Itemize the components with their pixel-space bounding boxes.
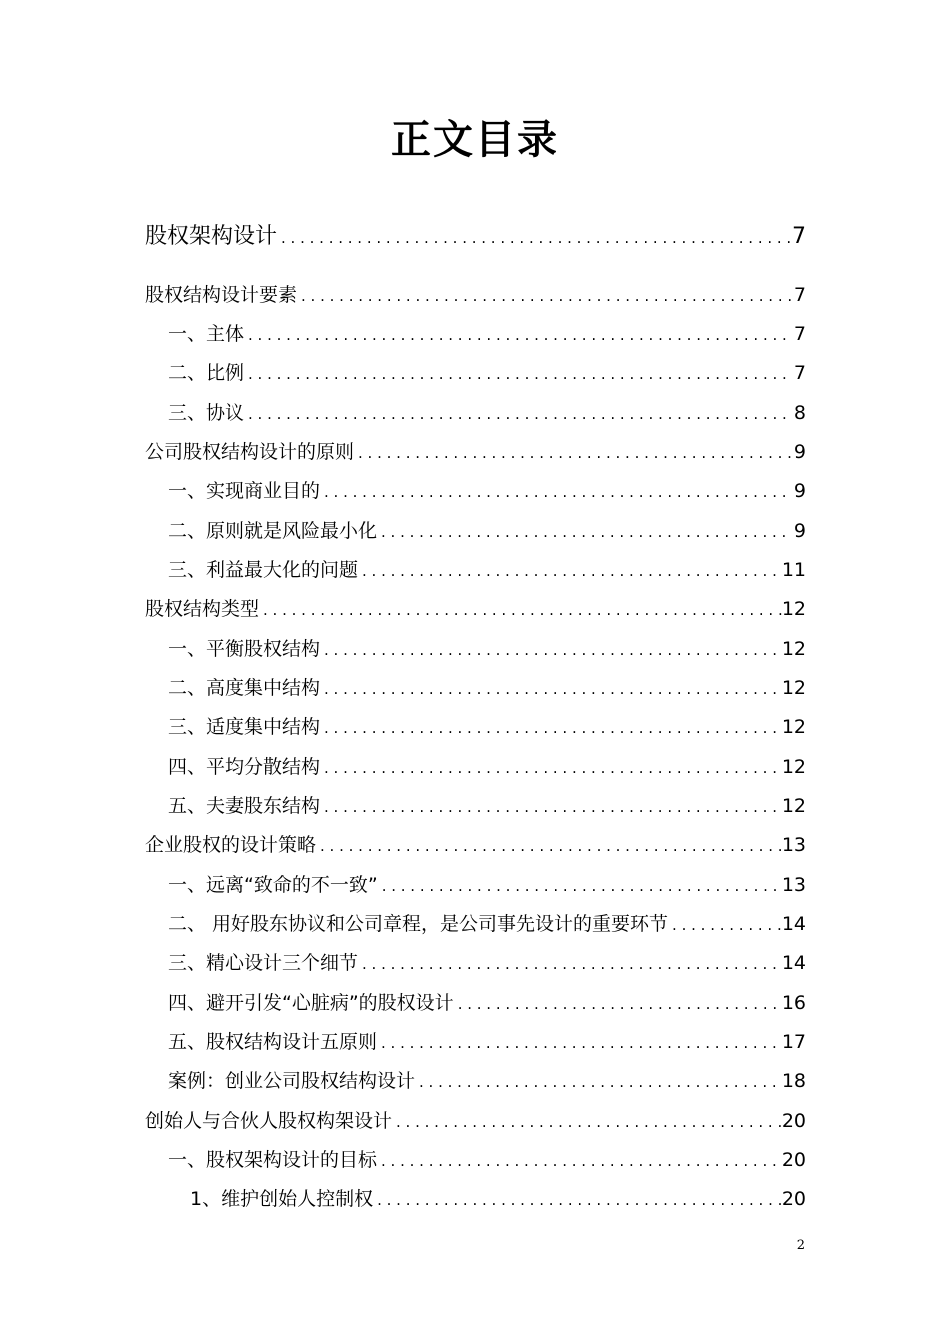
toc-entry[interactable]: [168, 518, 806, 545]
toc-entry[interactable]: [168, 793, 806, 820]
dot-leader: [297, 283, 792, 309]
dot-leader: [320, 755, 782, 781]
dot-leader: [377, 1148, 782, 1174]
dot-leader: [320, 794, 782, 820]
toc-entry-page: 12: [781, 598, 806, 620]
dot-leader: [392, 1109, 782, 1135]
toc-entry-label: 创始人与合伙人股权构架设计: [145, 1110, 393, 1132]
dot-leader: [358, 951, 782, 977]
toc-entry-page: 12: [781, 795, 806, 817]
toc-entry[interactable]: [168, 557, 806, 584]
toc-entry[interactable]: [145, 282, 806, 309]
toc-entry-label: 二、 用好股东协议和公司章程，是公司事先设计的重要环节: [168, 913, 669, 935]
toc-entry-label: 五、股权结构设计五原则: [168, 1031, 378, 1053]
toc-entry-page: 12: [781, 756, 806, 778]
dot-leader: [320, 637, 782, 663]
toc-entry-page: 12: [781, 638, 806, 660]
toc-entry[interactable]: [168, 872, 806, 899]
toc-entry[interactable]: [145, 439, 806, 466]
toc-entry[interactable]: [168, 754, 806, 781]
toc-entry-page: 20: [781, 1110, 806, 1132]
toc-entry-label: 股权架构设计: [145, 224, 278, 249]
toc-entry-label: 四、避开引发“心脏病”的股权设计: [168, 992, 454, 1014]
toc-entry-label: 三、适度集中结构: [168, 716, 321, 738]
toc-entry-page: 7: [792, 224, 806, 249]
toc-entry-label: 二、比例: [168, 362, 245, 384]
dot-leader: [320, 479, 792, 505]
dot-leader: [377, 519, 792, 545]
toc-entry-page: 9: [793, 480, 806, 502]
toc-entry[interactable]: [168, 714, 806, 741]
toc-entry-page: 18: [781, 1070, 806, 1092]
toc-entry-page: 11: [781, 559, 806, 581]
dot-leader: [316, 833, 782, 859]
toc-entry-page: 20: [781, 1188, 806, 1210]
toc-entry[interactable]: [168, 675, 806, 702]
toc-entry-label: 五、夫妻股东结构: [168, 795, 321, 817]
toc-entry-label: 一、实现商业目的: [168, 480, 321, 502]
toc-entry-label: 四、平均分散结构: [168, 756, 321, 778]
dot-leader: [668, 912, 782, 938]
toc-entry-page: 13: [781, 834, 806, 856]
toc-entry-label: 公司股权结构设计的原则: [145, 441, 355, 463]
dot-leader: [415, 1069, 782, 1095]
toc-entry-label: 一、主体: [168, 323, 245, 345]
toc-entry-page: 9: [793, 441, 806, 463]
toc-entry-label: 二、高度集中结构: [168, 677, 321, 699]
toc-entry[interactable]: [168, 478, 806, 505]
dot-leader: [320, 715, 782, 741]
page-number: 2: [796, 1238, 805, 1253]
dot-leader: [277, 225, 792, 251]
toc-entry-page: 7: [793, 362, 806, 384]
toc-entry-label: 1、维护创始人控制权: [190, 1188, 374, 1210]
dot-leader: [320, 676, 782, 702]
toc-entry-page: 7: [793, 323, 806, 345]
toc-entry[interactable]: [168, 1068, 806, 1095]
dot-leader: [377, 1030, 782, 1056]
toc-entry[interactable]: [168, 950, 806, 977]
dot-leader: [244, 361, 792, 387]
toc-entry-label: 企业股权的设计策略: [145, 834, 317, 856]
toc-entry[interactable]: [145, 596, 806, 623]
toc-entry-page: 8: [793, 402, 806, 424]
toc-entry-label: 一、远离“致命的不一致”: [168, 874, 378, 896]
toc-entry-label: 二、原则就是风险最小化: [168, 520, 378, 542]
toc-entry-label: 三、协议: [168, 402, 245, 424]
toc-entry-label: 股权结构类型: [145, 598, 260, 620]
dot-leader: [378, 873, 782, 899]
dot-leader: [354, 440, 792, 466]
toc-entry[interactable]: [145, 832, 806, 859]
toc-entry-label: 三、利益最大化的问题: [168, 559, 359, 581]
toc-entry-page: 12: [781, 716, 806, 738]
toc-entry-page: 14: [781, 913, 806, 935]
toc-entry-page: 9: [793, 520, 806, 542]
toc-entry[interactable]: [168, 400, 806, 427]
toc-entry-page: 16: [781, 992, 806, 1014]
toc-entry-page: 20: [781, 1149, 806, 1171]
toc-entry-label: 案例：创业公司股权结构设计: [168, 1070, 416, 1092]
toc-entry-page: 12: [781, 677, 806, 699]
toc-entry-page: 17: [781, 1031, 806, 1053]
dot-leader: [373, 1187, 782, 1213]
toc-entry[interactable]: [145, 224, 806, 251]
toc-entry[interactable]: [168, 990, 806, 1017]
dot-leader: [244, 401, 792, 427]
toc-entry[interactable]: [168, 1029, 806, 1056]
toc-entry[interactable]: [190, 1186, 806, 1213]
toc-entry[interactable]: [168, 911, 806, 938]
dot-leader: [358, 558, 782, 584]
toc-entry-page: 14: [781, 952, 806, 974]
dot-leader: [259, 597, 782, 623]
toc-entry-label: 三、精心设计三个细节: [168, 952, 359, 974]
toc-entry-page: 7: [793, 284, 806, 306]
dot-leader: [454, 991, 782, 1017]
toc-entry[interactable]: [168, 1147, 806, 1174]
toc-entry-label: 一、平衡股权结构: [168, 638, 321, 660]
toc-entry-label: 一、股权架构设计的目标: [168, 1149, 378, 1171]
toc-entry-page: 13: [781, 874, 806, 896]
page-title: 正文目录: [391, 117, 559, 163]
toc-entry[interactable]: [145, 1108, 806, 1135]
dot-leader: [244, 322, 792, 348]
toc-entry[interactable]: [168, 636, 806, 663]
toc-entry[interactable]: [168, 321, 806, 348]
toc-entry-label: 股权结构设计要素: [145, 284, 298, 306]
toc-entry[interactable]: [168, 360, 806, 387]
